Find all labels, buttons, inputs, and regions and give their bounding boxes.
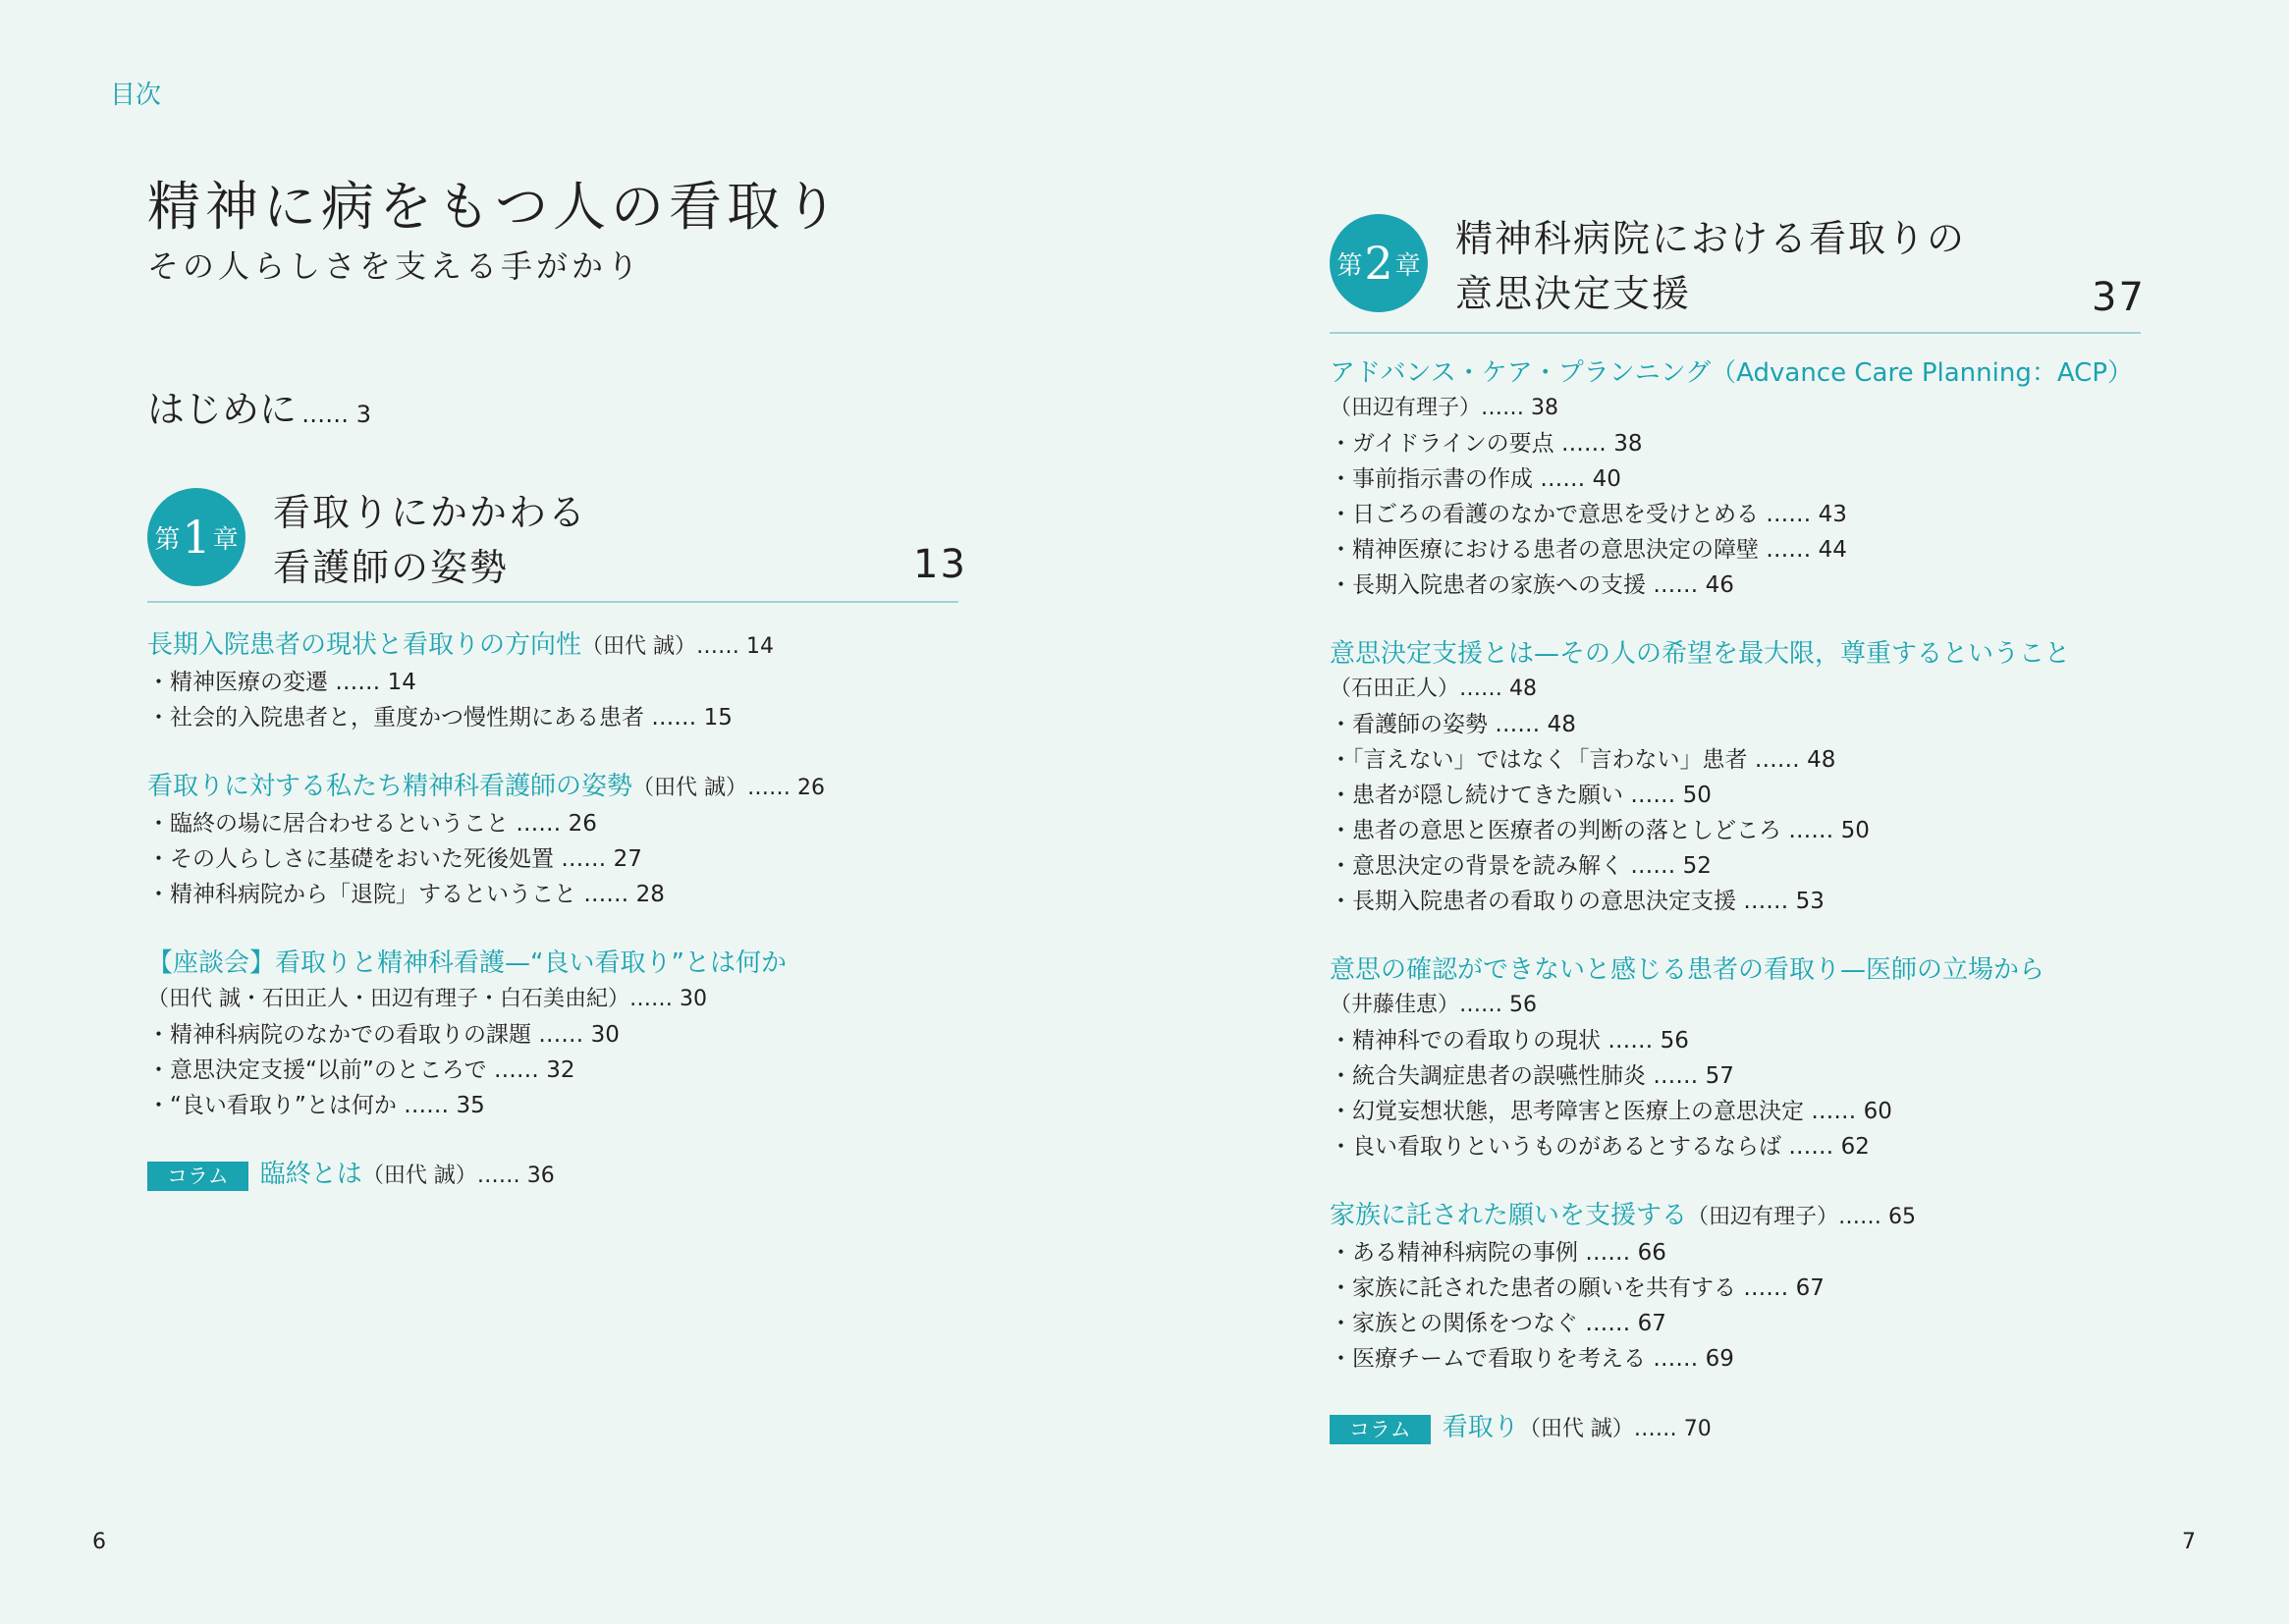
toc-item[interactable]: ・家族に託された患者の願いを共有する …… 67 bbox=[1330, 1275, 1825, 1301]
intro-entry[interactable] bbox=[147, 379, 371, 433]
toc-item[interactable]: ・医療チームで看取りを考える …… 69 bbox=[1330, 1346, 1734, 1372]
toc-section[interactable]: アドバンス・ケア・プランニング（Advance Care Planning：ACP） bbox=[1330, 358, 2133, 388]
toc-item[interactable]: ・看護師の姿勢 …… 48 bbox=[1330, 712, 1576, 737]
toc-item[interactable]: ・精神医療における患者の意思決定の障壁 …… 44 bbox=[1330, 537, 1847, 563]
toc-item[interactable]: ・社会的入院患者と，重度かつ慢性期にある患者 …… 15 bbox=[147, 705, 733, 731]
chapter2-badge: 第 2 章 bbox=[1330, 214, 1428, 312]
intro-title: はじめに bbox=[147, 388, 298, 431]
toc-item[interactable]: ・精神科病院のなかでの看取りの課題 …… 30 bbox=[147, 1022, 620, 1048]
chapter1-rule bbox=[147, 601, 958, 603]
chapter1-badge: 第 1 章 bbox=[147, 488, 245, 586]
chapter2-title[interactable]: 精神科病院における看取りの 意思決定支援 bbox=[1455, 217, 1967, 315]
intro-page: …… 3 bbox=[301, 401, 372, 428]
toc-section[interactable]: 意思決定支援とは—その人の希望を最大限，尊重するということ bbox=[1330, 639, 2071, 669]
toc-section[interactable]: 意思の確認ができないと感じる患者の看取り—医師の立場から bbox=[1330, 955, 2045, 985]
toc-item[interactable]: ・臨終の場に居合わせるということ …… 26 bbox=[147, 811, 597, 837]
toc-section[interactable]: 【座談会】看取りと精神科看護—“良い看取り”とは何か bbox=[147, 948, 787, 978]
column-entry[interactable]: コラム 臨終とは（田代 誠）…… 36 bbox=[147, 1157, 825, 1194]
column-badge: コラム bbox=[1330, 1415, 1431, 1444]
book-subtitle: その人らしさを支える手がかり bbox=[147, 247, 643, 285]
toc-author: （井藤佳恵）…… 56 bbox=[1330, 993, 1537, 1017]
toc-item[interactable]: ・その人らしさに基礎をおいた死後処置 …… 27 bbox=[147, 846, 642, 872]
toc-item[interactable]: ・日ごろの看護のなかで意思を受けとめる …… 43 bbox=[1330, 502, 1847, 527]
toc-item[interactable]: ・統合失調症患者の誤嚥性肺炎 …… 57 bbox=[1330, 1063, 1734, 1089]
toc-section[interactable]: 看取りに対する私たち精神科看護師の姿勢（田代 誠）…… 26 bbox=[147, 772, 825, 801]
page-number-right: 7 bbox=[2182, 1530, 2196, 1554]
toc-item[interactable]: ・ガイドラインの要点 …… 38 bbox=[1330, 431, 1643, 457]
book-title: 精神に病をもつ人の看取り bbox=[147, 176, 843, 238]
toc-item[interactable]: ・長期入院患者の看取りの意思決定支援 …… 53 bbox=[1330, 889, 1825, 914]
toc-author: （田辺有理子）…… 38 bbox=[1330, 396, 1558, 420]
toc-author: （田代 誠・石田正人・田辺有理子・白石美由紀）…… 30 bbox=[147, 987, 707, 1011]
column-badge: コラム bbox=[147, 1162, 248, 1191]
toc-section[interactable]: 家族に託された願いを支援する（田辺有理子）…… 65 bbox=[1330, 1201, 1917, 1230]
toc-item[interactable]: ・患者の意思と医療者の判断の落としどころ …… 50 bbox=[1330, 818, 1870, 843]
toc-item[interactable]: ・幻覚妄想状態，思考障害と医療上の意思決定 …… 60 bbox=[1330, 1099, 1892, 1124]
page-number-left: 6 bbox=[92, 1530, 106, 1554]
column-entry[interactable]: コラム 看取り（田代 誠）…… 70 bbox=[1330, 1410, 2133, 1447]
chapter2-page: 37 bbox=[2092, 275, 2146, 320]
toc-item[interactable]: ・長期入院患者の家族への支援 …… 46 bbox=[1330, 572, 1734, 598]
toc-item[interactable]: ・良い看取りというものがあるとするならば …… 62 bbox=[1330, 1134, 1870, 1160]
toc-item[interactable]: ・“良い看取り”とは何か …… 35 bbox=[147, 1093, 485, 1118]
chapter1-page: 13 bbox=[913, 542, 967, 587]
chapter2-toc bbox=[1330, 355, 2133, 1447]
chapter1-toc bbox=[147, 627, 825, 1194]
toc-label: 目次 bbox=[110, 81, 162, 110]
toc-item[interactable]: ・家族との関係をつなぐ …… 67 bbox=[1330, 1311, 1666, 1336]
toc-item[interactable]: ・意思決定の背景を読み解く …… 52 bbox=[1330, 853, 1712, 879]
toc-item[interactable]: ・精神科病院から「退院」するということ …… 28 bbox=[147, 882, 665, 907]
chapter2-rule bbox=[1330, 332, 2141, 334]
toc-item[interactable]: ・精神医療の変遷 …… 14 bbox=[147, 670, 416, 695]
toc-item[interactable]: ・患者が隠し続けてきた願い …… 50 bbox=[1330, 783, 1712, 808]
chapter1-title[interactable]: 看取りにかかわる 看護師の姿勢 bbox=[273, 491, 588, 589]
toc-author: （石田正人）…… 48 bbox=[1330, 677, 1537, 701]
toc-item[interactable]: ・「言えない」ではなく「言わない」患者 …… 48 bbox=[1330, 747, 1836, 773]
toc-item[interactable]: ・ある精神科病院の事例 …… 66 bbox=[1330, 1240, 1666, 1266]
toc-item[interactable]: ・事前指示書の作成 …… 40 bbox=[1330, 466, 1621, 492]
toc-item[interactable]: ・意思決定支援“以前”のところで …… 32 bbox=[147, 1057, 575, 1083]
toc-section[interactable]: 長期入院患者の現状と看取りの方向性（田代 誠）…… 14 bbox=[147, 630, 774, 660]
toc-item[interactable]: ・精神科での看取りの現状 …… 56 bbox=[1330, 1028, 1689, 1054]
